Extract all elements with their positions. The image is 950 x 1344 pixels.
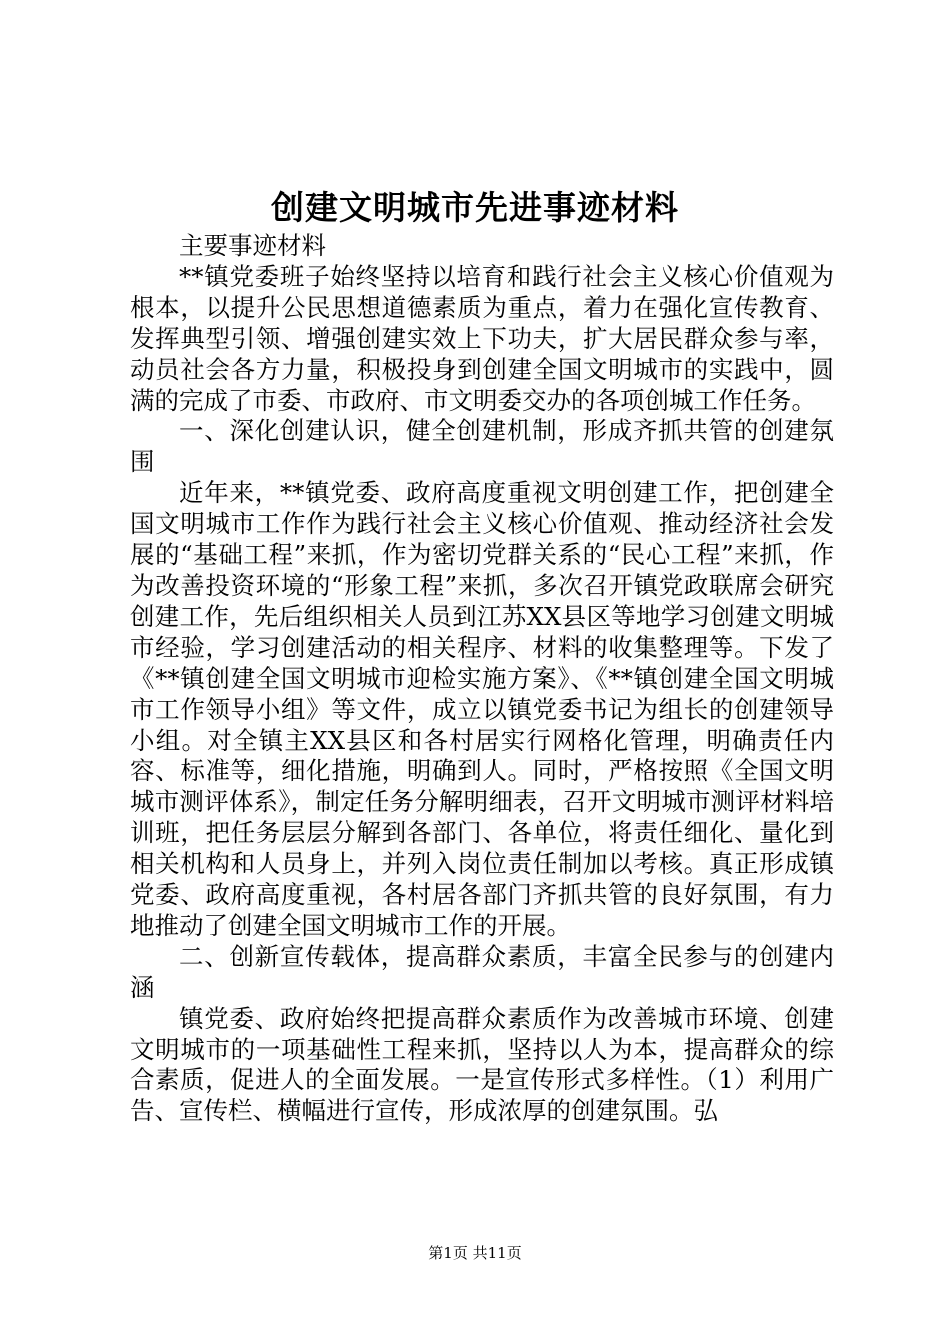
section-heading-1: 一、深化创建认识，健全创建机制，形成齐抓共管的创建氛围 — [130, 416, 834, 477]
paragraph-heading-intro: 主要事迹材料 — [179, 231, 326, 260]
page-footer: 第1页 共11页 — [428, 1244, 522, 1262]
paragraph: 近年来，**镇党委、政府高度重视文明创建工作，把创建全国文明城市工作作为践行社会主义核心价值观、推动经济社会发展的“基础工程”来抓，作为密切党群关系的“民心工程”来抓，作为改善投资环境的“形象工程”来抓，多次召开镇党政联席会研究创建工作，先后组织相关人员到江苏XX县区等地学习创建文明城市经验，学习创建活动的相关程序、材料的收集整理等。下发了《**镇创建全国文明城市迎检实施方案》、《**镇创建全国文明城市工作领导小组》等文件，成立以镇党委书记为组长的创建领导小组。对全镇主XX县区和各村居实行网格化管理，明确责任内容、标准等，细化措施，明确到人。同时，严格按照《全国文明城市测评体系》，制定任务分解明细表，召开文明城市测评材料培训班，把任务层层分解到各部门、各单位，将责任细化、量化到相关机构和人员身上，并列入岗位责任制加以考核。真正形成镇党委、政府高度重视，各村居各部门齐抓共管的良好氛围，有力地推动了创建全国文明城市工作的开展。 — [130, 478, 834, 940]
paragraph: 镇党委、政府始终把提高群众素质作为改善城市环境、创建文明城市的一项基础性工程来抓，坚持以人为本，提高群众的综合素质，促进人的全面发展。一是宣传形式多样性。（1）利用广告、宣传栏、横幅进行宣传，形成浓厚的创建氛围。弘 — [130, 1003, 834, 1126]
section-heading-2: 二、创新宣传载体，提高群众素质，丰富全民参与的创建内涵 — [130, 941, 834, 1002]
document-title: 创建文明城市先进事迹材料 — [271, 188, 679, 227]
paragraph: **镇党委班子始终坚持以培育和践行社会主义核心价值观为根本，以提升公民思想道德素质为重点，着力在强化宣传教育、发挥典型引领、增强创建实效上下功夫，扩大居民群众参与率，动员社会各方力量，积极投身到创建全国文明城市的实践中，圆满的完成了市委、市政府、市文明委交办的各项创城工作任务。 — [130, 261, 834, 415]
document-body — [130, 231, 834, 1127]
